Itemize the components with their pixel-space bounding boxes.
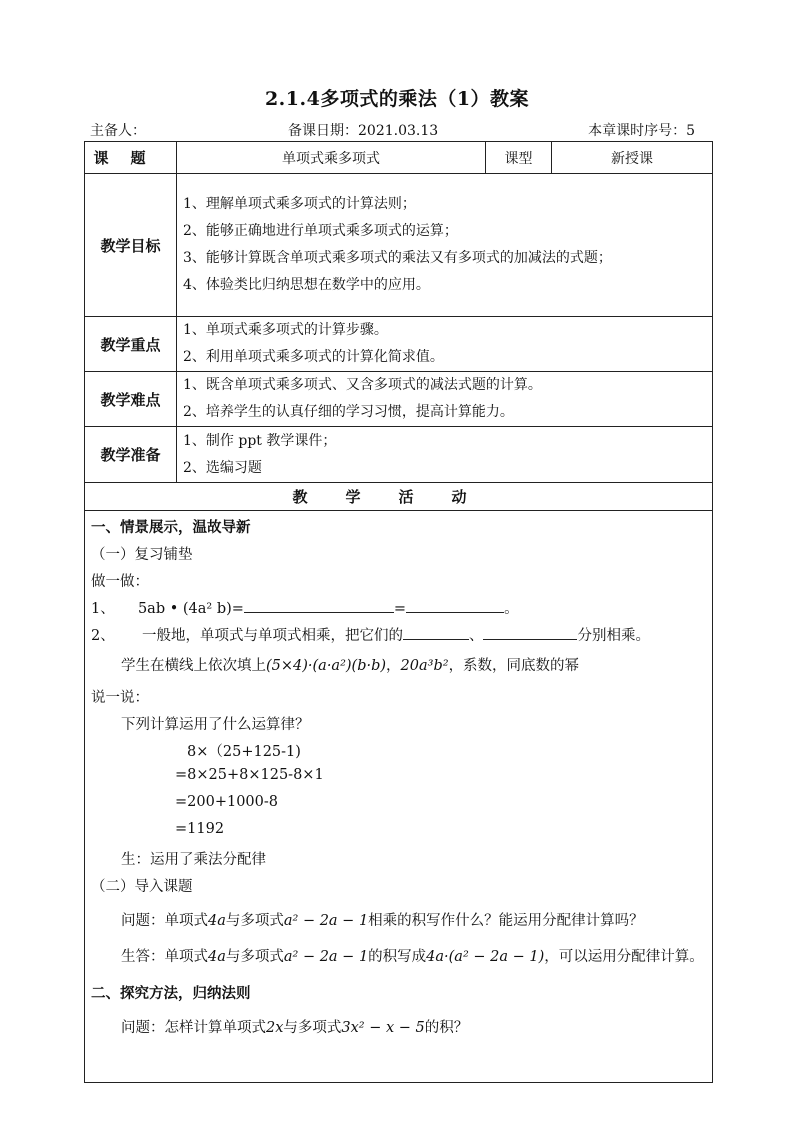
goals-row (85, 174, 713, 317)
key-point-item: 2、利用单项式乘多项式的计算化简求值。 (183, 349, 444, 365)
date-label: 备课日期：2021.03.13 (288, 123, 439, 139)
calc-line: =200+1000-8 (175, 794, 279, 810)
meta-row (90, 120, 695, 140)
goal-item: 1、理解单项式乘多项式的计算法则； (183, 196, 416, 212)
calc-line: =8×25+8×125-8×1 (175, 767, 324, 783)
math-expression: 4a·(a² − 2a − 1) (426, 949, 545, 965)
subsection-heading: （二）导入课题 (91, 879, 193, 895)
problem-answer (121, 945, 704, 966)
equals-sign: = (393, 601, 407, 617)
calc-line: 8×（25+125-1) (187, 744, 301, 760)
math-expression: a² − 2a − 1 (283, 949, 369, 965)
answer-blank (483, 625, 577, 640)
preparation-row (85, 427, 713, 483)
difficulties-list (177, 372, 713, 427)
key-points-row (85, 317, 713, 372)
document-title: 2.1.4多项式的乘法（1）教案 (264, 88, 530, 110)
preparation-list (177, 427, 713, 483)
answer-text: 生答：单项式 (121, 949, 208, 965)
problem-question (121, 909, 644, 930)
question-text: 的积？ (424, 1020, 469, 1036)
math-expression: 4a (208, 913, 226, 929)
difficulty-item: 1、既含单项式乘多项式、又含多项式的减法式题的计算。 (183, 377, 542, 393)
answer-blank (406, 598, 504, 613)
goals-label: 教学目标 (85, 174, 177, 317)
section-heading: 一、情景展示，温故导新 (91, 519, 251, 536)
question-text: 分别相乘。 (577, 628, 650, 644)
difficulties-row (85, 372, 713, 427)
question-text: 问题：怎样计算单项式 (121, 1020, 266, 1036)
math-expression: (5×4)·(a·a²)(b·b) (266, 658, 387, 674)
key-points-label: 教学重点 (85, 317, 177, 372)
try-label: 做一做： (91, 574, 149, 590)
law-question: 下列计算运用了什么运算律？ (121, 717, 310, 733)
problem-text: 与多项式 (225, 913, 284, 929)
final-question (121, 1016, 468, 1037)
section-heading: 二、探究方法，归纳法则 (91, 985, 251, 1002)
answer-text: 学生在横线上依次填上 (121, 658, 266, 674)
activities-title: 教学活动 (85, 483, 713, 511)
activities-body (85, 511, 713, 1083)
difficulties-label: 教学难点 (85, 372, 177, 427)
problem-text: 相乘的积写作什么？能运用分配律计算吗？ (368, 913, 644, 929)
topic-label-cell (85, 142, 177, 174)
answer-text: 与多项式 (225, 949, 284, 965)
question-expression: 5ab • (4a² b)= (137, 601, 244, 617)
key-points-list (177, 317, 713, 372)
say-label: 说一说： (91, 690, 149, 706)
answer-blank (403, 625, 469, 640)
answer-blank (244, 598, 394, 613)
difficulty-item: 2、培养学生的认真仔细的学习习惯，提高计算能力。 (183, 404, 514, 420)
answer-text: ，可以运用分配律计算。 (544, 949, 704, 965)
math-expression: 3x² − x − 5 (341, 1020, 425, 1036)
math-expression: 4a (208, 949, 226, 965)
math-expression: 20a³b² (400, 658, 449, 674)
student-answer: 生：运用了乘法分配律 (121, 852, 266, 868)
question-text: 一般地，单项式与单项式相乘，把它们的 (141, 628, 403, 644)
preparation-item: 1、制作 ppt 教学课件； (183, 432, 337, 449)
separator: ， (386, 658, 401, 674)
goal-item: 4、体验类比归纳思想在数学中的应用。 (183, 277, 430, 293)
type-label: 课型 (486, 142, 552, 174)
problem-text: 问题：单项式 (121, 913, 208, 929)
preparer-label: 主备人： (90, 123, 146, 139)
preparation-item: 2、选编习题 (183, 459, 262, 476)
question-1 (91, 597, 519, 618)
question-number: 2、 (91, 628, 115, 644)
period: 。 (504, 601, 519, 617)
calc-line: =1192 (175, 821, 225, 837)
subsection-heading: （一）复习铺垫 (91, 547, 193, 563)
goal-item: 3、能够计算既含单项式乘多项式的乘法又有多项式的加减法的式题； (183, 250, 612, 266)
goal-item: 2、能够正确地进行单项式乘多项式的运算； (183, 223, 458, 239)
answer-text: 的积写成 (368, 949, 427, 965)
question-number: 1、 (91, 601, 115, 617)
question-text: 与多项式 (283, 1020, 342, 1036)
activities-body-row (85, 511, 713, 1083)
lesson-plan-table (84, 141, 713, 1083)
topic-row (85, 142, 713, 174)
separator: 、 (468, 628, 484, 644)
question-2 (91, 624, 650, 645)
math-expression: 2x (266, 1020, 284, 1036)
answer-text: ，系数，同底数的幂 (448, 658, 580, 674)
topic-label: 课题 (93, 149, 168, 167)
math-expression: a² − 2a − 1 (283, 913, 369, 929)
preparation-label: 教学准备 (85, 427, 177, 483)
key-point-item: 1、单项式乘多项式的计算步骤。 (183, 322, 388, 338)
student-fill-answer (121, 654, 579, 675)
topic-value: 单项式乘多项式 (177, 142, 486, 174)
sequence-label: 本章课时序号：5 (588, 123, 695, 139)
type-value: 新授课 (552, 142, 713, 174)
activities-header-row (85, 483, 713, 511)
goals-list (177, 174, 713, 317)
